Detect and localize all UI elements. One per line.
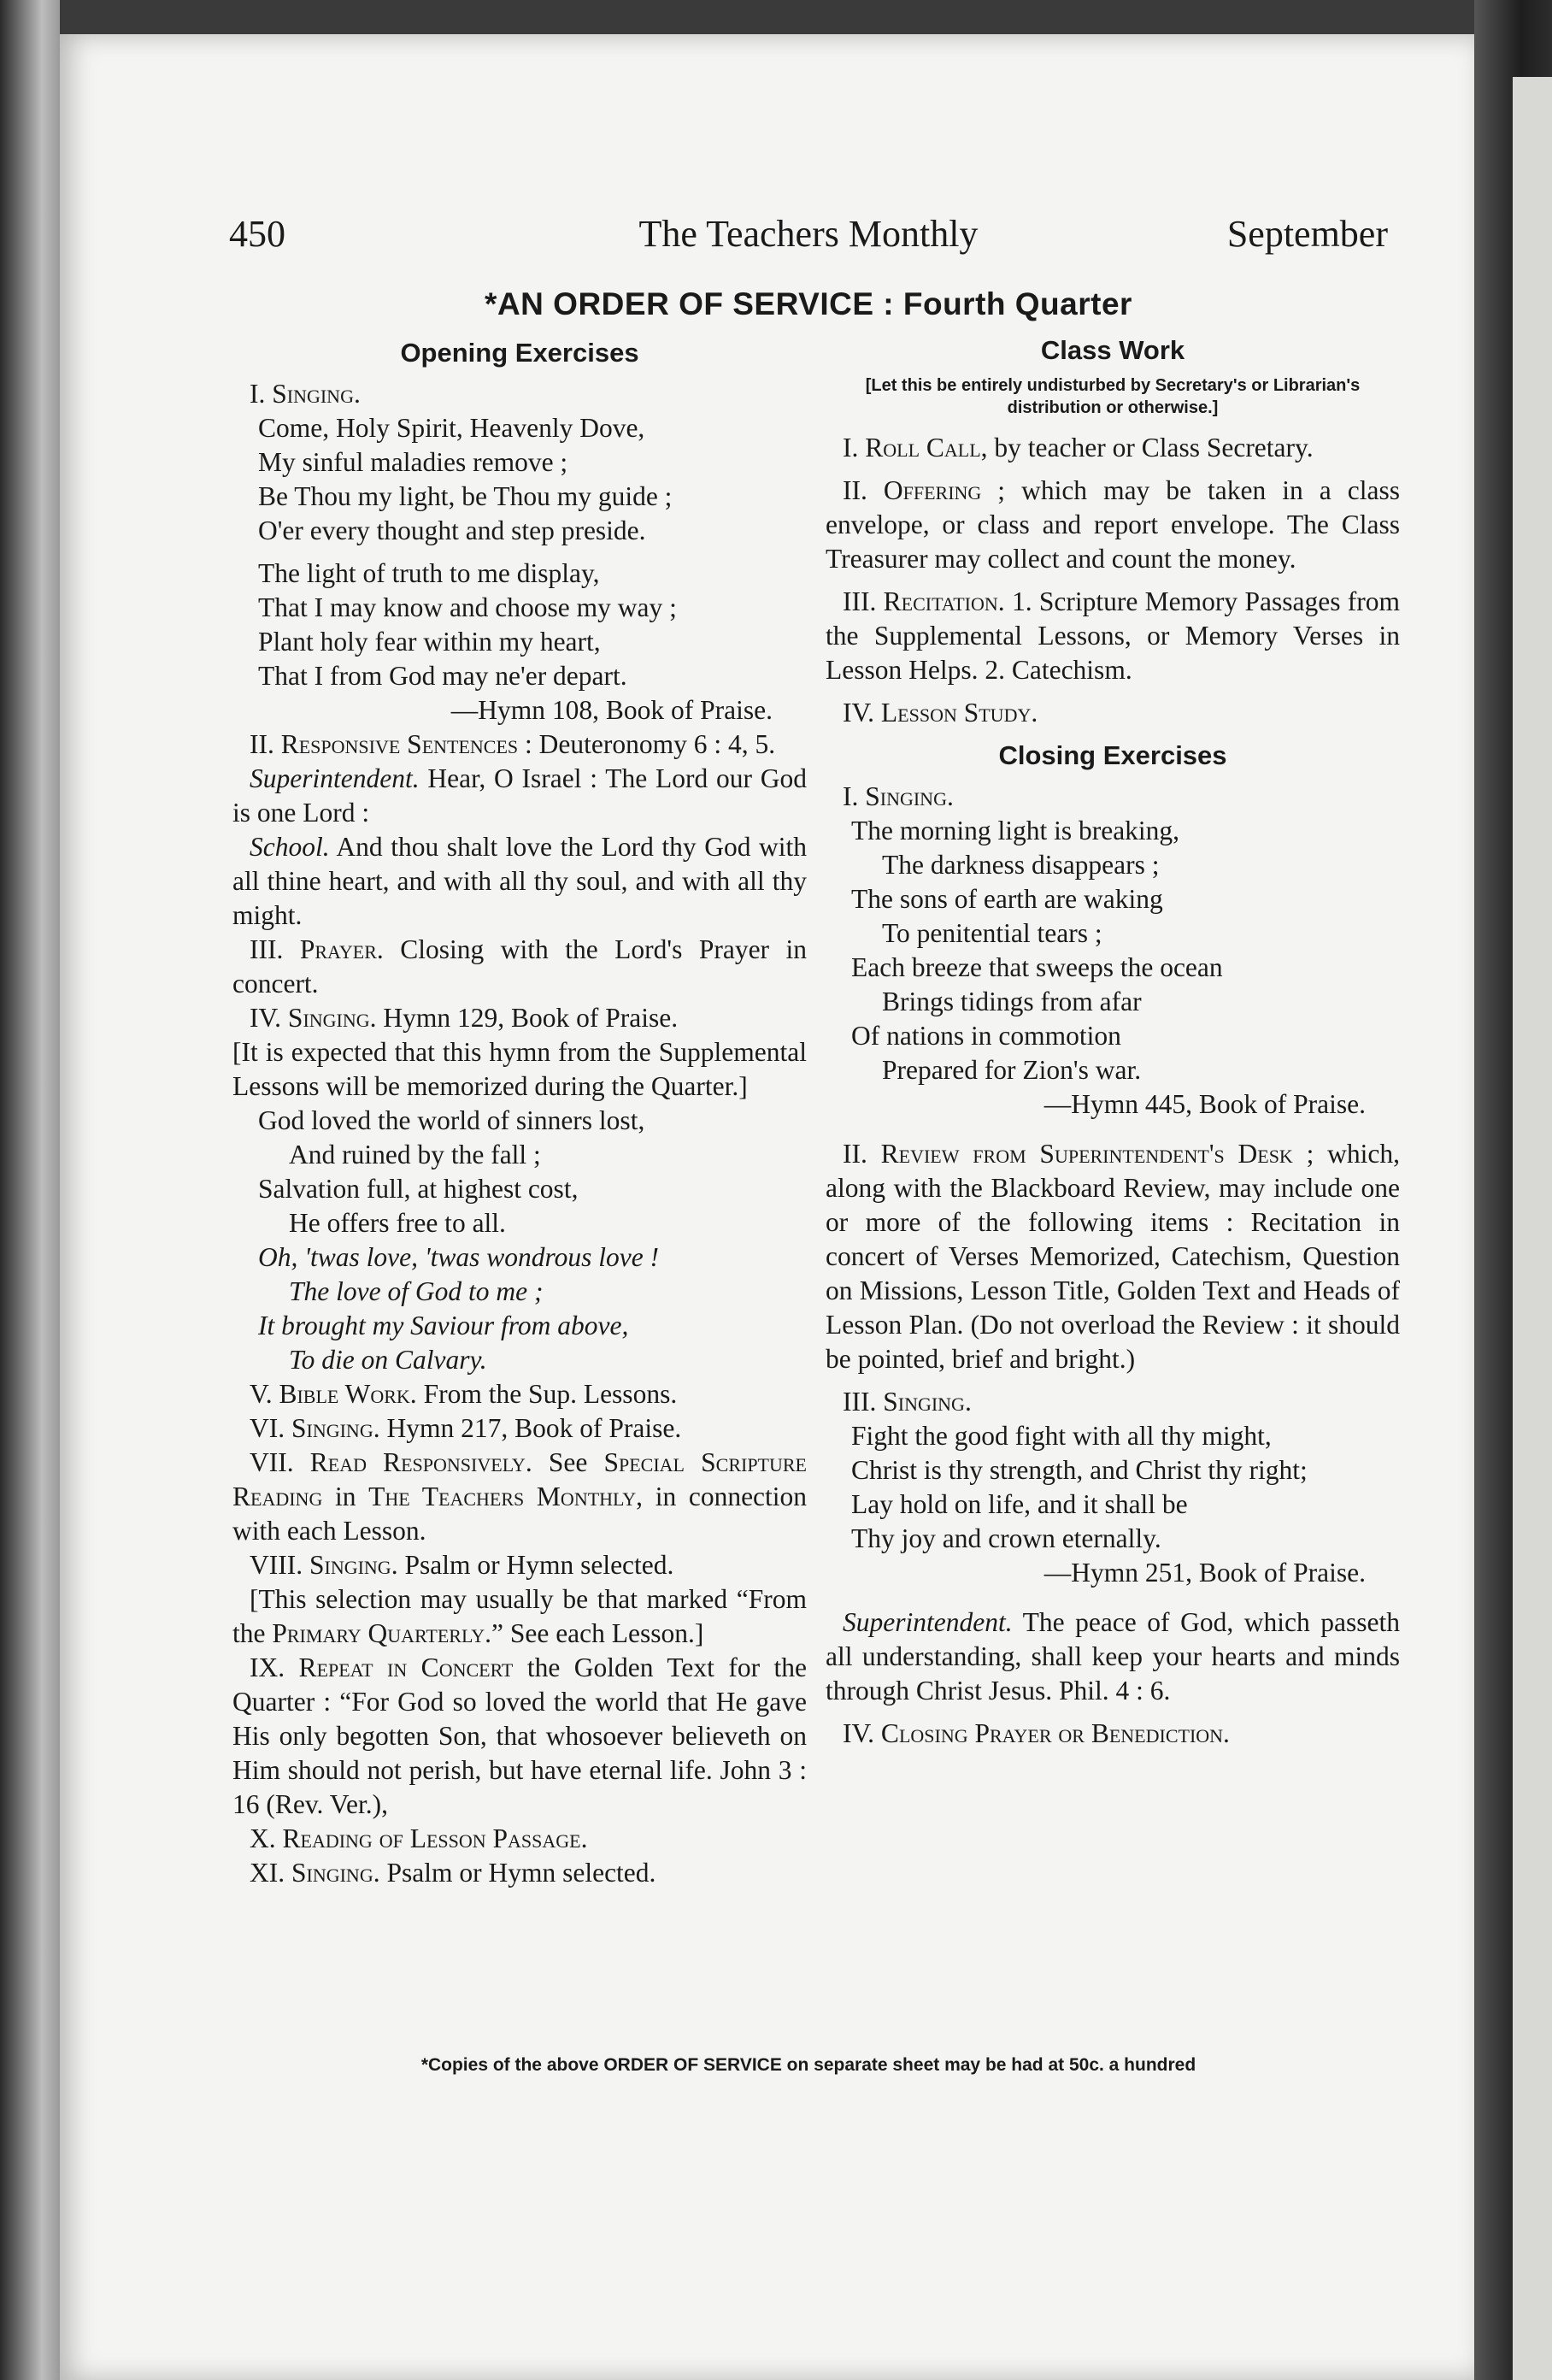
verse-line: To penitential tears ; <box>882 918 1102 948</box>
verse-line: That I from God may ne'er depart. <box>258 661 627 691</box>
verse-line: The light of truth to me display, <box>258 558 600 588</box>
verse-line: Lay hold on life, and it shall be <box>851 1489 1188 1519</box>
closing-item-iv: IV. Closing Prayer or Benediction. <box>843 1718 1230 1748</box>
verse-line: God loved the world of sinners lost, <box>258 1105 645 1135</box>
classwork-item-i: I. Roll Call, by teacher or Class Secretary. <box>843 433 1314 462</box>
benediction-text: Superintendent. The peace of God, which passeth all understanding, shall keep your hearts and minds through Christ Jesus. Phil. 4 : 6. <box>826 1607 1400 1705</box>
verse-line: O'er every thought and step preside. <box>258 515 646 545</box>
memorize-note: [It is expected that this hymn from the Supplemental Lessons will be memorized during the Quarter.] <box>232 1037 807 1101</box>
month-label: September <box>1226 213 1388 255</box>
right-column <box>826 333 1400 1751</box>
class-work-heading: Class Work <box>1040 335 1185 365</box>
verse-line: The morning light is breaking, <box>851 816 1180 845</box>
verse-line: Thy joy and crown eternally. <box>851 1523 1161 1553</box>
page-title: *AN ORDER OF SERVICE : Fourth Quarter <box>485 286 1132 321</box>
journal-title: The Teachers Monthly <box>638 213 979 255</box>
left-column <box>232 336 807 1890</box>
opening-item-ix: IX. Repeat in Concert the Golden Text for the Quarter : “For God so loved the world that He gave His only begotten Son, that whosoever believeth on Him should not perish, but have eternal life. John 3 : 16 (Rev. Ver.), <box>232 1652 807 1819</box>
verse-line: Prepared for Zion's war. <box>882 1055 1142 1085</box>
hymn-108-stanza-2 <box>232 557 807 693</box>
closing-item-i: I. Singing. <box>843 781 954 811</box>
opening-item-iii: III. Prayer. Closing with the Lord's Prayer in concert. <box>232 934 808 999</box>
verse-line: Brings tidings from afar <box>882 987 1142 1016</box>
class-work-note: [Let this be entirely undisturbed by Secretary's or Librarian's distribution or otherwise.] <box>865 376 1361 417</box>
opening-item-v: V. Bible Work. From the Sup. Lessons. <box>250 1379 678 1409</box>
classwork-item-iv: IV. Lesson Study. <box>843 698 1038 728</box>
verse-line: The love of God to me ; <box>289 1276 544 1306</box>
classwork-item-ii: II. Offering ; which may be taken in a class envelope, or class and report envelope. The Class Treasurer may collect and count the money. <box>826 475 1401 574</box>
verse-line: Of nations in commotion <box>851 1021 1121 1051</box>
opening-exercises-heading: Opening Exercises <box>400 338 639 368</box>
verse-line: Oh, 'twas love, 'twas wondrous love ! <box>258 1242 660 1272</box>
verse-line: Come, Holy Spirit, Heavenly Dove, <box>258 413 645 443</box>
verse-line: That I may know and choose my way ; <box>258 592 677 622</box>
opening-item-vii: VII. Read Responsively. See Special Scripture Reading in The Teachers Monthly, in connection with each Lesson. <box>232 1447 808 1546</box>
opening-item-viii: VIII. Singing. Psalm or Hymn selected. <box>250 1550 674 1580</box>
superintendent-sentence: Superintendent. Hear, O Israel : The Lord our God is one Lord : <box>232 763 808 828</box>
closing-item-ii: II. Review from Superintendent's Desk ; which, along with the Blackboard Review, may include one or more of the following items : Recitation in concert of Verses Memorized, Catechism, Question on Missions, Lesson Title, Golden Text and Heads of Lesson Plan. (Do not overload the Review : it should be pointed, brief and bright.) <box>826 1139 1401 1374</box>
hymn-attribution: —Hymn 108, Book of Praise. <box>450 695 773 725</box>
selection-note: [This selection may usually be that marked “From the Primary Quarterly.” See each Lesson.] <box>232 1584 807 1648</box>
verse-line: The sons of earth are waking <box>851 884 1163 914</box>
verse-line: Each breeze that sweeps the ocean <box>851 952 1223 982</box>
opening-item-i: I. Singing. <box>250 379 361 409</box>
opening-item-iv: IV. Singing. Hymn 129, Book of Praise. <box>250 1003 679 1033</box>
opening-item-x: X. Reading of Lesson Passage. <box>250 1823 588 1853</box>
verse-line: The darkness disappears ; <box>882 850 1160 880</box>
verse-line: It brought my Saviour from above, <box>258 1311 629 1340</box>
hymn-attribution: —Hymn 251, Book of Praise. <box>1043 1558 1366 1588</box>
hymn-attribution: —Hymn 445, Book of Praise. <box>1043 1089 1366 1119</box>
verse-line: And ruined by the fall ; <box>289 1140 541 1169</box>
verse-line: Plant holy fear within my heart, <box>258 627 601 657</box>
page-number: 450 <box>229 213 285 255</box>
closing-exercises-heading: Closing Exercises <box>998 740 1227 770</box>
school-response: School. And thou shalt love the Lord thy God with all thine heart, and with all thy soul, and with all thy might. <box>232 832 807 930</box>
verse-line: He offers free to all. <box>289 1208 506 1238</box>
opening-item-ii: II. Responsive Sentences : Deuteronomy 6 : 4, 5. <box>250 729 776 759</box>
classwork-item-iii: III. Recitation. 1. Scripture Memory Passages from the Supplemental Lessons, or Memory Verses in Lesson Helps. 2. Catechism. <box>826 586 1400 685</box>
opening-item-vi: VI. Singing. Hymn 217, Book of Praise. <box>250 1413 682 1443</box>
verse-line: To die on Calvary. <box>289 1345 487 1375</box>
opening-item-xi: XI. Singing. Psalm or Hymn selected. <box>250 1858 656 1888</box>
verse-line: Salvation full, at highest cost, <box>258 1174 579 1204</box>
verse-line: Christ is thy strength, and Christ thy right; <box>851 1455 1308 1485</box>
closing-item-iii: III. Singing. <box>843 1387 972 1417</box>
hymn-129-verse <box>232 1104 807 1377</box>
hymn-108-stanza-1 <box>232 411 807 548</box>
footnote: *Copies of the above ORDER OF SERVICE on separate sheet may be had at 50c. a hundred <box>420 2055 1196 2075</box>
hymn-251-verse <box>826 1419 1400 1556</box>
verse-line: My sinful maladies remove ; <box>258 447 568 477</box>
verse-line: Fight the good fight with all thy might, <box>851 1421 1272 1451</box>
next-page-edge <box>1513 77 1552 2380</box>
hymn-445-verse <box>826 814 1400 1087</box>
verse-line: Be Thou my light, be Thou my guide ; <box>258 481 673 511</box>
running-head <box>229 212 1388 263</box>
book-gutter <box>0 0 60 2380</box>
